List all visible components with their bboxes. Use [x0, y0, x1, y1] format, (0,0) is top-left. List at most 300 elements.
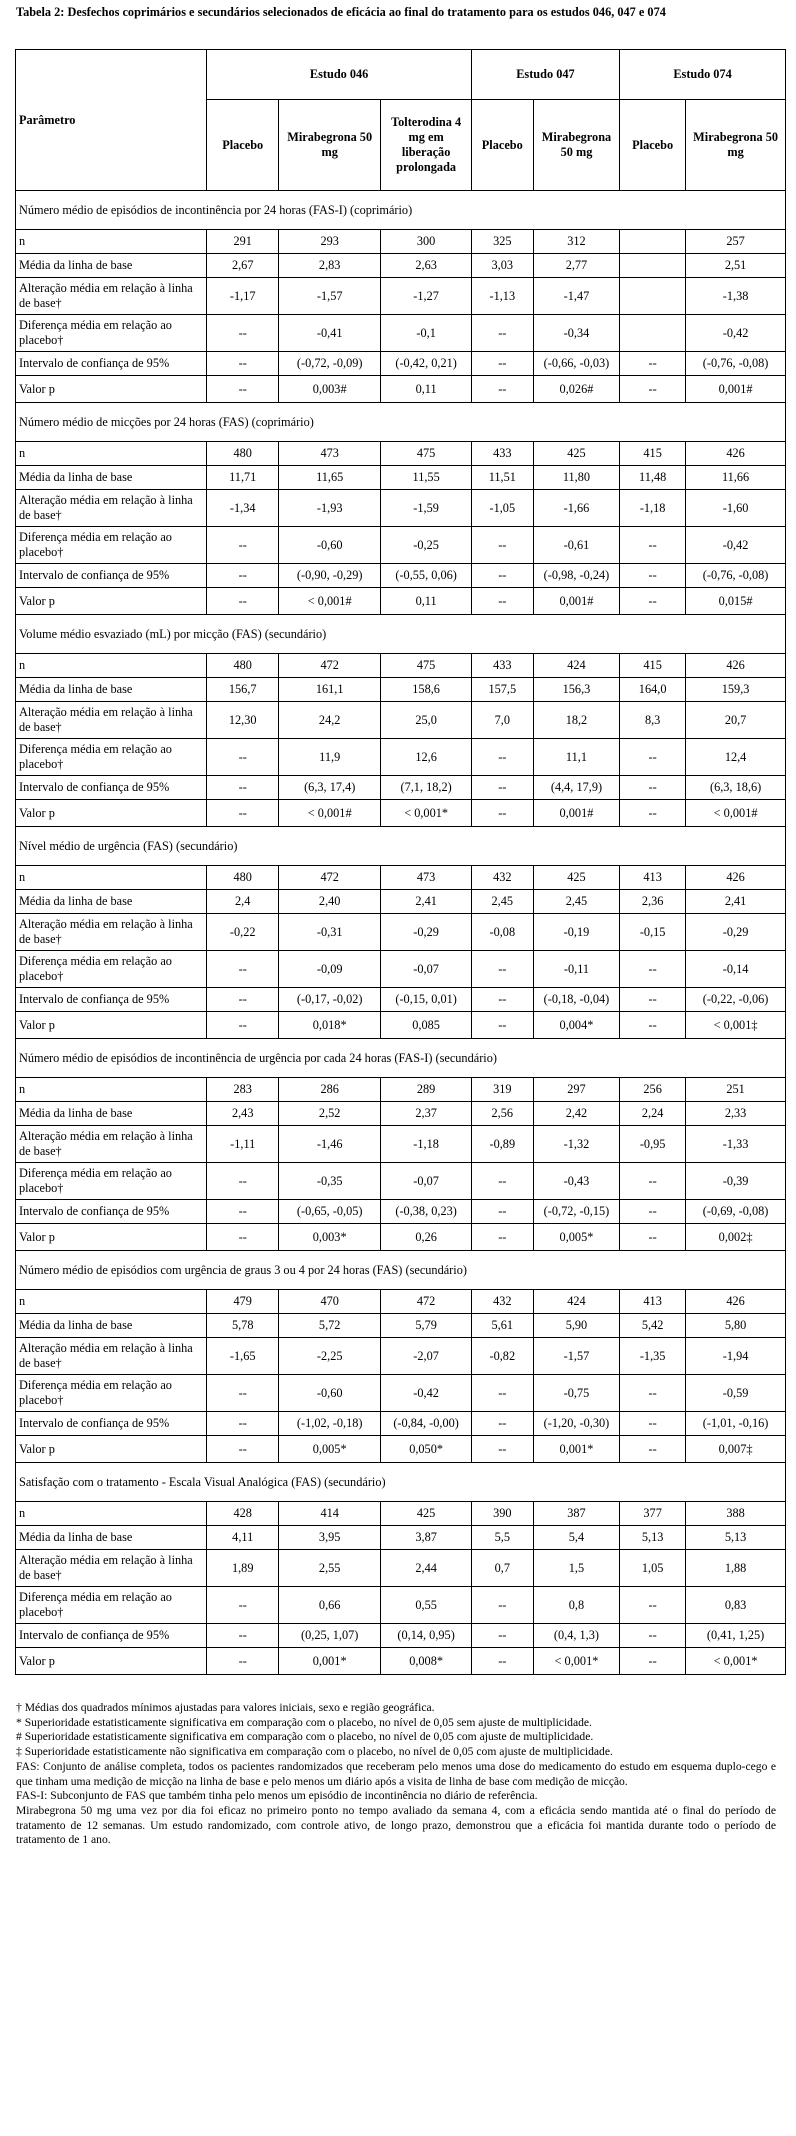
table-cell: 12,4	[686, 739, 786, 776]
table-cell: --	[207, 1375, 278, 1412]
table-cell: 312	[533, 230, 619, 254]
row-label: n	[16, 230, 207, 254]
table-cell: 414	[278, 1502, 380, 1526]
table-row	[16, 490, 786, 527]
header-estudo-047: Estudo 047	[471, 50, 619, 100]
row-label: Intervalo de confiança de 95%	[16, 1412, 207, 1436]
table-cell: 2,40	[278, 890, 380, 914]
table-cell: 0,003*	[278, 1224, 380, 1251]
table-body	[16, 191, 786, 1675]
table-cell: -1,47	[533, 278, 619, 315]
table-cell: 0,008*	[381, 1648, 471, 1675]
table-cell: 425	[533, 866, 619, 890]
table-cell: 2,45	[471, 890, 533, 914]
row-label: Valor p	[16, 1224, 207, 1251]
table-cell: 0,001#	[533, 588, 619, 615]
table-cell: (-0,72, -0,15)	[533, 1200, 619, 1224]
table-row	[16, 914, 786, 951]
table-cell: 0,005*	[278, 1436, 380, 1463]
table-row	[16, 1126, 786, 1163]
row-label: Intervalo de confiança de 95%	[16, 988, 207, 1012]
table-cell: --	[620, 527, 686, 564]
table-cell: (-0,76, -0,08)	[686, 352, 786, 376]
table-cell: (-0,55, 0,06)	[381, 564, 471, 588]
table-cell: --	[471, 1163, 533, 1200]
footnote: * Superioridade estatisticamente significativa em comparação com o placebo, no nível de 0,05 sem ajuste de multiplicidade.	[16, 1715, 592, 1729]
row-label: Valor p	[16, 800, 207, 827]
table-cell: 433	[471, 654, 533, 678]
table-cell: 2,33	[686, 1102, 786, 1126]
table-row	[16, 890, 786, 914]
table-row	[16, 278, 786, 315]
table-cell: 470	[278, 1290, 380, 1314]
row-label: n	[16, 1290, 207, 1314]
table-cell: -1,18	[620, 490, 686, 527]
table-cell: 4,11	[207, 1526, 278, 1550]
table-cell: 1,89	[207, 1550, 278, 1587]
table-cell: -1,57	[533, 1338, 619, 1375]
table-cell: (-0,42, 0,21)	[381, 352, 471, 376]
table-cell: --	[471, 588, 533, 615]
table-row	[16, 376, 786, 403]
table-cell: --	[207, 988, 278, 1012]
table-cell: 5,61	[471, 1314, 533, 1338]
table-cell: 473	[278, 442, 380, 466]
table-cell: 291	[207, 230, 278, 254]
table-cell: (-0,98, -0,24)	[533, 564, 619, 588]
table-cell: 0,001#	[533, 800, 619, 827]
table-cell: 0,83	[686, 1587, 786, 1624]
table-cell: 319	[471, 1078, 533, 1102]
row-label: Média da linha de base	[16, 678, 207, 702]
table-cell: --	[207, 564, 278, 588]
table-cell: --	[620, 1624, 686, 1648]
table-row	[16, 466, 786, 490]
table-cell: -1,38	[686, 278, 786, 315]
table-cell: 2,43	[207, 1102, 278, 1126]
table-cell: --	[207, 1163, 278, 1200]
table-cell: 388	[686, 1502, 786, 1526]
table-cell: 2,42	[533, 1102, 619, 1126]
table-cell: < 0,001#	[278, 588, 380, 615]
table-cell: 8,3	[620, 702, 686, 739]
row-label: Valor p	[16, 588, 207, 615]
table-cell: 480	[207, 866, 278, 890]
row-label: Diferença média em relação ao placebo†	[16, 1163, 207, 1200]
table-cell: 2,67	[207, 254, 278, 278]
table-row	[16, 1375, 786, 1412]
table-cell: 5,90	[533, 1314, 619, 1338]
table-row	[16, 352, 786, 376]
header-col: Tolterodina 4 mg em liberação prolongada	[381, 100, 471, 191]
table-cell: 2,41	[381, 890, 471, 914]
table-cell: 433	[471, 442, 533, 466]
table-cell: 11,48	[620, 466, 686, 490]
table-cell: 289	[381, 1078, 471, 1102]
header-parametro: Parâmetro	[16, 50, 207, 191]
table-cell: 475	[381, 442, 471, 466]
section-title: Número médio de episódios de incontinência de urgência por cada 24 horas (FAS-I) (secundário)	[16, 1039, 786, 1078]
table-cell: 2,55	[278, 1550, 380, 1587]
table-cell: 480	[207, 654, 278, 678]
table-cell: --	[471, 376, 533, 403]
table-cell: 0,55	[381, 1587, 471, 1624]
table-cell: -0,11	[533, 951, 619, 988]
table-row	[16, 1163, 786, 1200]
table-cell: 426	[686, 654, 786, 678]
table-cell: --	[207, 739, 278, 776]
table-cell: --	[620, 1200, 686, 1224]
table-cell: --	[471, 1587, 533, 1624]
table-cell: 11,9	[278, 739, 380, 776]
table-cell: 424	[533, 654, 619, 678]
table-cell: -1,65	[207, 1338, 278, 1375]
table-cell: -0,60	[278, 1375, 380, 1412]
table-cell: (-1,01, -0,16)	[686, 1412, 786, 1436]
table-cell: 415	[620, 654, 686, 678]
table-cell: 325	[471, 230, 533, 254]
table-cell: -0,08	[471, 914, 533, 951]
table-cell: 5,13	[686, 1526, 786, 1550]
table-cell: 20,7	[686, 702, 786, 739]
row-label: n	[16, 866, 207, 890]
table-cell: (-0,17, -0,02)	[278, 988, 380, 1012]
table-cell: (-0,72, -0,09)	[278, 352, 380, 376]
table-cell: -1,93	[278, 490, 380, 527]
table-cell: 293	[278, 230, 380, 254]
table-cell: -1,32	[533, 1126, 619, 1163]
table-cell: --	[620, 988, 686, 1012]
table-cell: -0,82	[471, 1338, 533, 1375]
table-cell: 11,80	[533, 466, 619, 490]
table-row	[16, 951, 786, 988]
table-cell: 426	[686, 866, 786, 890]
table-cell: 2,83	[278, 254, 380, 278]
row-label: Intervalo de confiança de 95%	[16, 776, 207, 800]
table-cell: 0,026#	[533, 376, 619, 403]
table-cell: -0,75	[533, 1375, 619, 1412]
table-row	[16, 230, 786, 254]
table-cell: -0,22	[207, 914, 278, 951]
row-label: Diferença média em relação ao placebo†	[16, 1587, 207, 1624]
row-label: Diferença média em relação ao placebo†	[16, 1375, 207, 1412]
table-cell: 164,0	[620, 678, 686, 702]
table-cell: (-0,65, -0,05)	[278, 1200, 380, 1224]
table-cell: 5,4	[533, 1526, 619, 1550]
row-label: Média da linha de base	[16, 890, 207, 914]
table-cell: -0,09	[278, 951, 380, 988]
table-cell: 387	[533, 1502, 619, 1526]
table-cell: --	[207, 1200, 278, 1224]
table-cell: < 0,001#	[686, 800, 786, 827]
table-cell: -0,25	[381, 527, 471, 564]
table-cell: --	[207, 352, 278, 376]
table-cell: 156,7	[207, 678, 278, 702]
table-cell: -0,35	[278, 1163, 380, 1200]
header-estudo-046: Estudo 046	[207, 50, 471, 100]
table-cell: --	[620, 1587, 686, 1624]
header-col: Mirabegrona 50 mg	[533, 100, 619, 191]
table-cell: --	[471, 527, 533, 564]
table-cell: 1,5	[533, 1550, 619, 1587]
table-cell: --	[471, 1624, 533, 1648]
table-cell: -0,31	[278, 914, 380, 951]
table-cell: -0,15	[620, 914, 686, 951]
table-cell: 297	[533, 1078, 619, 1102]
table-cell: --	[471, 564, 533, 588]
table-cell: 377	[620, 1502, 686, 1526]
table-cell: -1,27	[381, 278, 471, 315]
table-cell: 300	[381, 230, 471, 254]
table-cell: 2,77	[533, 254, 619, 278]
row-label: n	[16, 654, 207, 678]
table-cell: 0,003#	[278, 376, 380, 403]
table-cell: -1,05	[471, 490, 533, 527]
table-cell: 158,6	[381, 678, 471, 702]
table-cell: 2,44	[381, 1550, 471, 1587]
table-cell: 0,001*	[278, 1648, 380, 1675]
table-cell: 472	[278, 654, 380, 678]
table-row	[16, 1624, 786, 1648]
row-label: Média da linha de base	[16, 466, 207, 490]
table-cell: 0,66	[278, 1587, 380, 1624]
table-cell: (-0,69, -0,08)	[686, 1200, 786, 1224]
section-header-row	[16, 615, 786, 654]
header-col: Placebo	[620, 100, 686, 191]
table-cell: --	[471, 315, 533, 352]
row-label: Diferença média em relação ao placebo†	[16, 315, 207, 352]
table-row	[16, 866, 786, 890]
table-cell: (-0,66, -0,03)	[533, 352, 619, 376]
table-row	[16, 1200, 786, 1224]
table-cell: 5,80	[686, 1314, 786, 1338]
row-label: Valor p	[16, 1012, 207, 1039]
table-cell: -1,59	[381, 490, 471, 527]
table-row	[16, 1502, 786, 1526]
table-cell: 472	[278, 866, 380, 890]
table-cell: -1,94	[686, 1338, 786, 1375]
table-row	[16, 1224, 786, 1251]
table-cell: -0,34	[533, 315, 619, 352]
table-cell: --	[207, 1412, 278, 1436]
table-cell: < 0,001*	[686, 1648, 786, 1675]
footnote: † Médias dos quadrados mínimos ajustadas para valores iniciais, sexo e região geográfica.	[16, 1701, 435, 1714]
table-cell: 159,3	[686, 678, 786, 702]
section-header-row	[16, 1251, 786, 1290]
table-cell: --	[207, 1012, 278, 1039]
row-label: Alteração média em relação à linha de base†	[16, 702, 207, 739]
table-cell: -0,42	[686, 527, 786, 564]
table-cell: -1,17	[207, 278, 278, 315]
table-cell: -2,07	[381, 1338, 471, 1375]
row-label: Intervalo de confiança de 95%	[16, 1200, 207, 1224]
table-cell: (0,41, 1,25)	[686, 1624, 786, 1648]
table-cell: -0,42	[686, 315, 786, 352]
table-cell: --	[471, 1412, 533, 1436]
table-cell: 2,37	[381, 1102, 471, 1126]
table-cell: --	[207, 800, 278, 827]
table-cell: -1,46	[278, 1126, 380, 1163]
row-label: Média da linha de base	[16, 1102, 207, 1126]
table-row	[16, 527, 786, 564]
table-cell: -1,57	[278, 278, 380, 315]
table-cell: 426	[686, 442, 786, 466]
table-cell: -1,13	[471, 278, 533, 315]
table-cell: 286	[278, 1078, 380, 1102]
table-cell: 256	[620, 1078, 686, 1102]
table-cell: -0,42	[381, 1375, 471, 1412]
table-cell: 0,001#	[686, 376, 786, 403]
section-header-row	[16, 191, 786, 230]
table-cell: --	[620, 776, 686, 800]
table-cell: 11,55	[381, 466, 471, 490]
table-cell: -0,14	[686, 951, 786, 988]
table-cell: --	[207, 1587, 278, 1624]
table-cell: --	[207, 776, 278, 800]
table-row	[16, 776, 786, 800]
table-cell: 1,88	[686, 1550, 786, 1587]
table-cell: 0,085	[381, 1012, 471, 1039]
table-cell: -0,95	[620, 1126, 686, 1163]
header-col: Placebo	[207, 100, 278, 191]
table-row	[16, 1314, 786, 1338]
table-cell: -1,35	[620, 1338, 686, 1375]
table-cell: 161,1	[278, 678, 380, 702]
table-cell: -1,11	[207, 1126, 278, 1163]
row-label: Intervalo de confiança de 95%	[16, 564, 207, 588]
table-cell: --	[471, 1200, 533, 1224]
table-row	[16, 702, 786, 739]
table-row	[16, 1648, 786, 1675]
table-cell: -0,29	[381, 914, 471, 951]
row-label: Alteração média em relação à linha de base†	[16, 1338, 207, 1375]
table-cell: 0,015#	[686, 588, 786, 615]
table-cell: --	[207, 527, 278, 564]
table-cell: 413	[620, 866, 686, 890]
table-cell: -0,60	[278, 527, 380, 564]
table-cell: -0,07	[381, 1163, 471, 1200]
row-label: Intervalo de confiança de 95%	[16, 1624, 207, 1648]
footnote: FAS-I: Subconjunto de FAS que também tinha pelo menos um episódio de incontinência no diário de referência.	[16, 1789, 538, 1803]
table-cell: 18,2	[533, 702, 619, 739]
table-cell: 0,7	[471, 1550, 533, 1587]
table-cell: 428	[207, 1502, 278, 1526]
table-cell: 0,004*	[533, 1012, 619, 1039]
table-row	[16, 1436, 786, 1463]
table-cell: < 0,001*	[381, 800, 471, 827]
table-cell: 12,6	[381, 739, 471, 776]
table-cell: (0,25, 1,07)	[278, 1624, 380, 1648]
table-cell: -1,34	[207, 490, 278, 527]
table-cell: --	[620, 588, 686, 615]
table-row	[16, 1412, 786, 1436]
table-cell: 432	[471, 866, 533, 890]
table-cell: -1,33	[686, 1126, 786, 1163]
table-cell: 425	[533, 442, 619, 466]
table-cell: --	[620, 739, 686, 776]
row-label: Diferença média em relação ao placebo†	[16, 951, 207, 988]
footnote: ‡ Superioridade estatisticamente não significativa em comparação com o placebo, no nível de 0,05 com ajuste de multiplicidade.	[16, 1745, 613, 1759]
table-cell: -0,43	[533, 1163, 619, 1200]
table-cell: -0,39	[686, 1163, 786, 1200]
table-cell: (0,4, 1,3)	[533, 1624, 619, 1648]
table-cell: --	[471, 951, 533, 988]
header-col: Mirabegrona 50 mg	[278, 100, 380, 191]
table-cell: 11,51	[471, 466, 533, 490]
table-cell: --	[620, 1436, 686, 1463]
table-row	[16, 800, 786, 827]
table-cell: 2,24	[620, 1102, 686, 1126]
table-cell: --	[620, 1375, 686, 1412]
table-row	[16, 1338, 786, 1375]
table-cell: --	[207, 1436, 278, 1463]
table-cell: 432	[471, 1290, 533, 1314]
header-col: Mirabegrona 50 mg	[686, 100, 786, 191]
table-cell: --	[471, 1012, 533, 1039]
table-cell: -0,19	[533, 914, 619, 951]
table-row	[16, 1587, 786, 1624]
table-cell: (-0,15, 0,01)	[381, 988, 471, 1012]
table-cell: 0,018*	[278, 1012, 380, 1039]
row-label: Alteração média em relação à linha de base†	[16, 490, 207, 527]
table-cell: (6,3, 17,4)	[278, 776, 380, 800]
table-row	[16, 739, 786, 776]
table-cell: (-0,84, -0,00)	[381, 1412, 471, 1436]
table-cell: -1,18	[381, 1126, 471, 1163]
table-row	[16, 678, 786, 702]
table-cell: (-0,22, -0,06)	[686, 988, 786, 1012]
table-cell: -0,89	[471, 1126, 533, 1163]
table-cell: 2,36	[620, 890, 686, 914]
table-cell: (6,3, 18,6)	[686, 776, 786, 800]
row-label: Valor p	[16, 1436, 207, 1463]
table-row	[16, 442, 786, 466]
table-cell: --	[620, 1012, 686, 1039]
table-row	[16, 1102, 786, 1126]
table-cell: --	[471, 1375, 533, 1412]
table-cell: --	[620, 800, 686, 827]
section-title: Número médio de episódios com urgência de graus 3 ou 4 por 24 horas (FAS) (secundário)	[16, 1251, 786, 1290]
table-cell: < 0,001#	[278, 800, 380, 827]
table-cell: --	[207, 1624, 278, 1648]
table-cell: --	[471, 1436, 533, 1463]
table-cell: 2,45	[533, 890, 619, 914]
table-cell: --	[620, 376, 686, 403]
table-cell: 2,41	[686, 890, 786, 914]
row-label: Alteração média em relação à linha de base†	[16, 1550, 207, 1587]
table-cell: --	[620, 352, 686, 376]
table-cell: -0,29	[686, 914, 786, 951]
table-cell: -1,66	[533, 490, 619, 527]
table-cell: --	[207, 588, 278, 615]
table-cell: 3,03	[471, 254, 533, 278]
table-cell: -0,61	[533, 527, 619, 564]
row-label: Valor p	[16, 1648, 207, 1675]
table-cell: --	[471, 1224, 533, 1251]
table-cell: 480	[207, 442, 278, 466]
row-label: Intervalo de confiança de 95%	[16, 352, 207, 376]
table-cell: 479	[207, 1290, 278, 1314]
table-cell: 0,8	[533, 1587, 619, 1624]
table-cell: --	[207, 376, 278, 403]
table-cell: -0,41	[278, 315, 380, 352]
table-cell: 283	[207, 1078, 278, 1102]
table-cell: 5,42	[620, 1314, 686, 1338]
table-cell: 5,13	[620, 1526, 686, 1550]
table-cell: 2,52	[278, 1102, 380, 1126]
table-cell: --	[207, 1224, 278, 1251]
table-cell: 0,11	[381, 588, 471, 615]
